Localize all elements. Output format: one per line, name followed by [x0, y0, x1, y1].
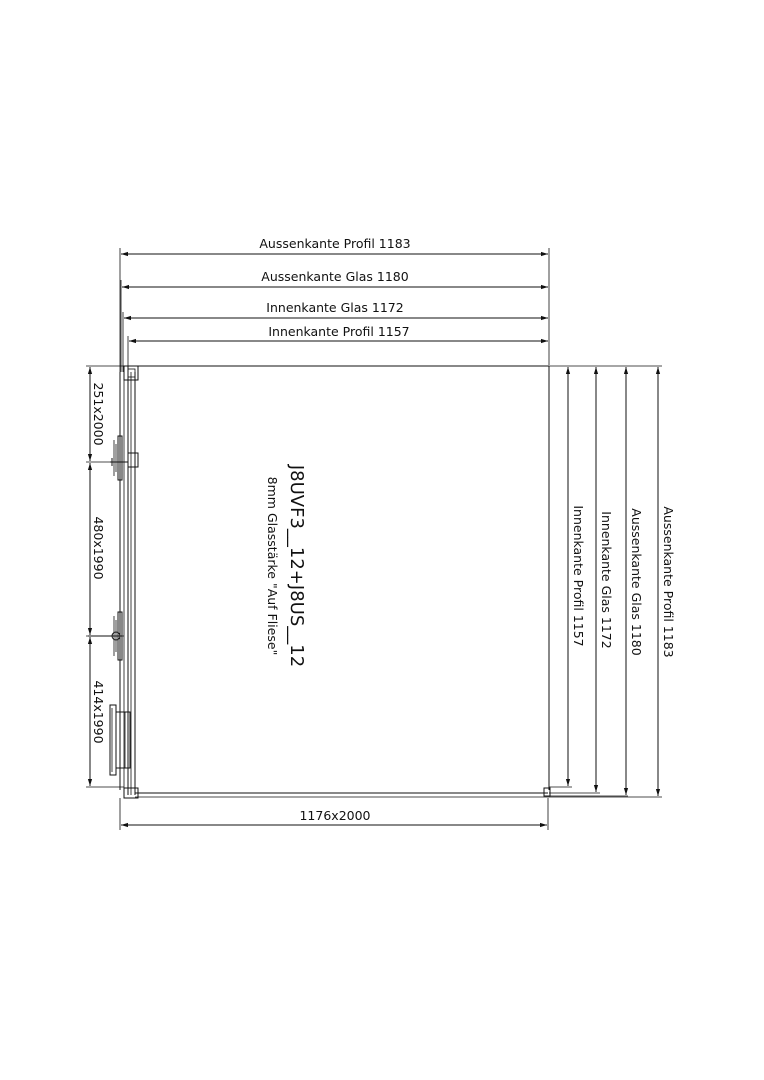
bottom-dimension [120, 798, 548, 830]
dim-label-top-1: Aussenkante Profil 1183 [259, 236, 411, 251]
hinge-top-inner [128, 369, 135, 377]
handle-lower [110, 705, 116, 775]
dim-label-right-1: Innenkante Profil 1157 [571, 505, 586, 647]
dim-label-top-3: Innenkante Glas 1172 [266, 300, 404, 315]
dim-label-left-2: 480x1990 [91, 516, 106, 580]
product-label [265, 464, 307, 667]
dim-label-top-2: Aussenkante Glas 1180 [261, 269, 409, 284]
dim-label-bottom: 1176x2000 [299, 808, 371, 823]
top-dimensions [120, 236, 549, 372]
door-swing-upper [114, 440, 116, 476]
product-model: J8UVF3__12+J8US__12 [286, 464, 307, 668]
hinge-mid [128, 453, 138, 467]
handle-lower-detail [112, 708, 125, 772]
dim-label-right-4: Aussenkante Profil 1183 [661, 506, 676, 658]
right-dimensions [549, 367, 676, 796]
dim-label-left-1: 251x2000 [91, 382, 106, 446]
dim-label-left-3: 414x1990 [91, 680, 106, 744]
dim-label-right-3: Aussenkante Glas 1180 [629, 508, 644, 656]
left-dimensions [86, 366, 124, 787]
dim-label-right-2: Innenkante Glas 1172 [599, 511, 614, 649]
product-subtitle: 8mm Glasstärke "Auf Fliese" [265, 476, 280, 656]
dim-label-top-4: Innenkante Profil 1157 [268, 324, 410, 339]
